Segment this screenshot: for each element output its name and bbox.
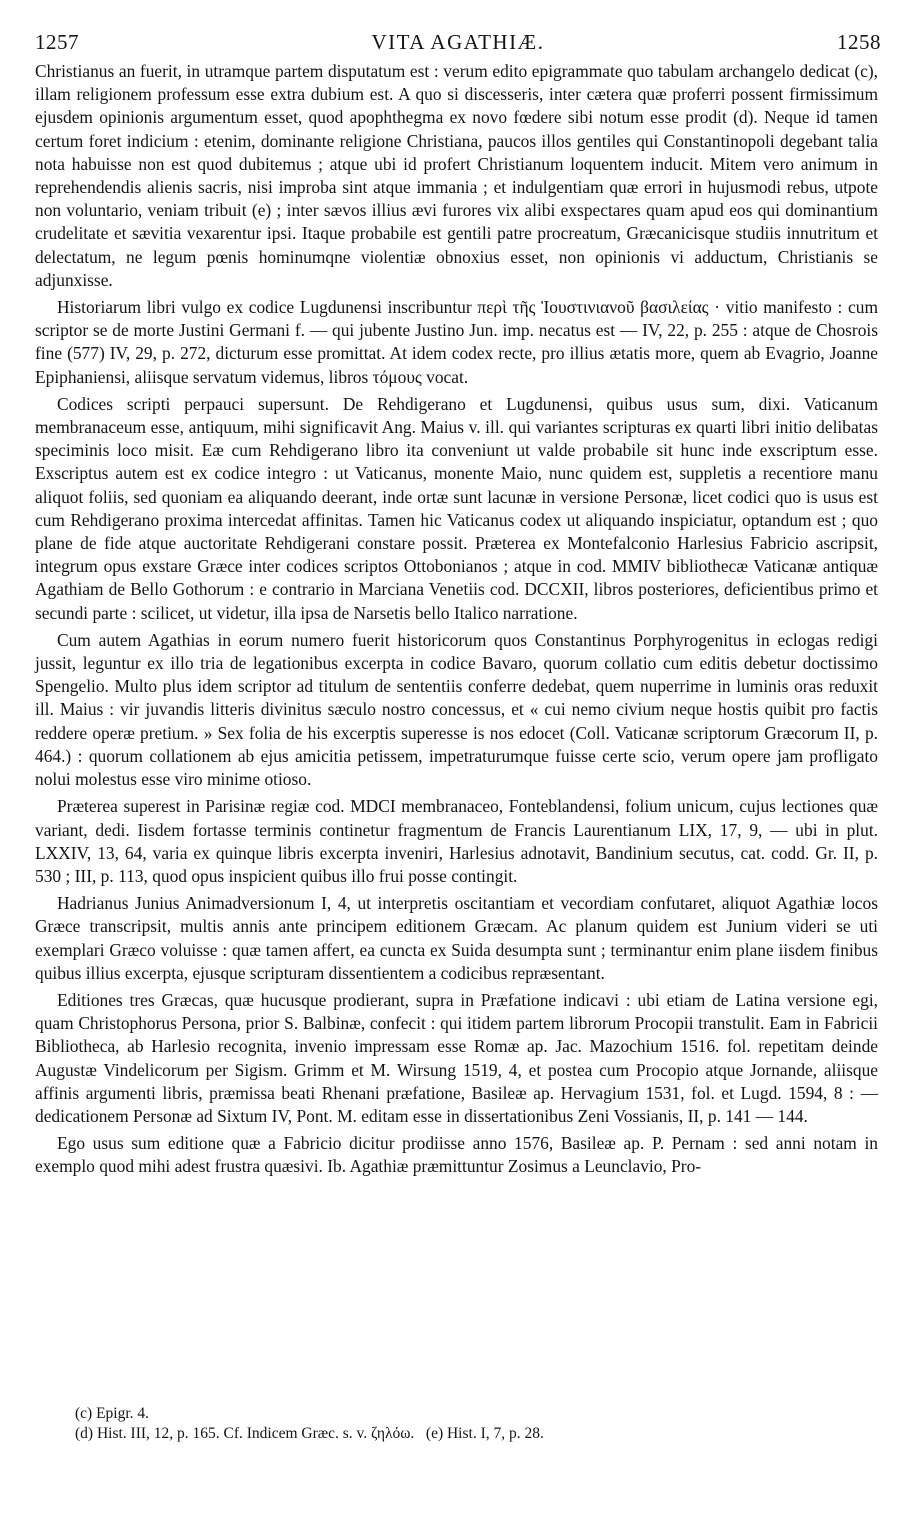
paragraph-parisinus: Præterea superest in Parisinæ regiæ cod. MDCI membranaceo, Fonteblandensi, folium unicum, cujus lectiones quæ variant, dedi. Iisdem fortasse terminis continetur fragmentum de Francis Laurentianum LIX, 17, 9, — ubi in plut. LXXIV, 13, 64, varia ex quinque libris excerpta inveniri, Harlesius adnotavit, Bandinium secutus, cat. codd. Gr. II, p. 530 ; III, p. 113, quod opus inspicient quibus illo frui posse contingit. [35, 796, 878, 886]
running-header [35, 30, 881, 58]
paragraph-codices: Codices scripti perpauci supersunt. De Rehdigerano et Lugdunensi, quibus usus sum, dixi. Vaticanum membranaceum esse, antiquum, mihi significavit Ang. Maius v. ill. qui variantes scripturas ex quarti libri initio delibatas speciminis loco misit. Eæ cum Rehdigerano libro ita conveniunt ut valde probabile sit hunc inde exscriptum esse. Exscriptus autem est ex codice integro : ut Vaticanus, monente Maio, nunc quidem est, suppletis a recentiore manu aliquot foliis, sed quoniam ea aliquando deerant, inde ortæ sunt lacunæ in versione Personæ, licet codici quo is usus est cum Rehdigerano proxima intercedat affinitas. Tamen hic Vaticanus codex ut aliquando inspiciatur, optandum est ; quo plane de fide atque auctoritate Rehdigerani constare possit. Præterea ex Montefalconio Harlesius Fabricio ascripsit, integrum opus exstare Græce inter codices scriptos Ottobonianos ; atque in cod. MMIV bibliothecæ Vaticanæ antiquæ Agathiam de Bello Gothorum : e contrario in Marciana Venetiis cod. DCCXII, libros posteriores, deficientibus primo et secundi parte : scilicet, ut videtur, illa ipsa de Narsetis bello Italico narratione. [35, 393, 878, 623]
paragraph-eclogae: Cum autem Agathias in eorum numero fuerit historicorum quos Constantinus Porphyrogenitus in eclogas redigi jussit, leguntur ex illo tria de legationibus excerpta in codice Bavaro, quorum collatio cum editis debetur doctissimo Spengelio. Multo plus idem scriptor ad titulum de sententiis conferre dedebat, quem nuperrime in luminis oras reduxit ill. Maius : vir juvandis litteris divinitus sæculo nostro concessus, et « cui nemo civium neque hostis quibit pro factis reddere operæ pretium. » Sex folia de his excerptis superesse is nos edocet (Coll. Vaticanæ scriptorum Græcorum II, p. 464.) : quorum collationem ab ejus amicitia petissem, impetraturumque fuisse certe scio, verum opere jam profligato nolui molestus esse viro minime otioso. [35, 629, 878, 790]
paragraph-editiones: Editiones tres Græcas, quæ hucusque prodierant, supra in Præfatione indicavi : ubi etiam de Latina versione egi, quam Christophorus Persona, prior S. Balbinæ, confecit : qui itidem partem librorum Procopii transtulit. Eam in Fabricii Bibliotheca, ab Harlesio recognita, invenio impressam esse Romæ ap. Jac. Mazochium 1516. fol. repetitam deinde Augustæ Vindelicorum per Sigism. Grimm et M. Wirsung 1519, 4, et postea cum Procopio atque Jornande, aliisque affinis argumenti libris, præmissa beati Rhenani præfatione, Basileæ ap. Hervagium 1531, fol. et Lugd. 1594, 8 : — dedicationem Personæ ad Sixtum IV, Pont. M. editam esse in dissertationibus Zeni Vossianis, II, p. 141 — 144. [35, 989, 878, 1126]
main-text [35, 60, 878, 1179]
running-title: VITA AGATHIÆ. [371, 30, 545, 54]
paragraph-junius: Hadrianus Junius Animadversionum I, 4, ut interpretis oscitantiam et vecordiam confutaret, aliquot Agathiæ locos Græce transcripsit, multis annis ante principem editionem Græcam. Ac planum quidem est Junium videri se uti exemplari Græco voluisse : quæ tamen affert, ea cuncta ex Suida desumpta sunt ; terminantur enim plane iisdem finibus quibus illius excerpta, ejusque scripturam dissentientem a codicibus repræsentant. [35, 893, 878, 983]
footnotes [75, 1404, 865, 1444]
page-number-left: 1257 [35, 30, 79, 54]
page-number-right: 1258 [837, 30, 881, 54]
paragraph-religion: Christianus an fuerit, in utramque partem disputatum est : verum edito epigrammate quo tabulam archangelo dedicat (c), illam religionem professum esse extra dubium est. A quo si discesseris, inter cætera quæ proferri possent firmissimum ejusdem opinionis argumentum esset, quod apophthegma ex novo fœdere sibi notum esse prodit (d). Neque id tamen certum foret indicium : etenim, dominante religione Christiana, paucos illos gentiles qui Constantinopoli degebant talia nota habuisse non est quod dubitemus ; atque ubi id profert Christianum loquentem inducit. Mitem vero animum in reprehendendis alienis sacris, nisi improba sint atque immania ; et indulgentiam quæ errori in hujusmodi rebus, utpote non voluntario, veniam tribuit (e) ; inter sævos illius ævi furores vix alibi exspectares quam apud eos qui dominantium crudelitate et sævitia vexarentur ipsi. Itaque probabile est gentili patre procreatum, Græcanicisque studiis innutritum et delectatum, ne legum pœnis hominumqne violentiæ obnoxius esset, non opinionis vi adductum, Christianis se adjunxisse. [35, 61, 878, 290]
paragraph-ego-usus: Ego usus sum editione quæ a Fabricio dicitur prodiisse anno 1576, Basileæ ap. P. Pernam : sed anni notam in exemplo quod mihi adest frustra quæsivi. Ib. Agathiæ præmittuntur Zosimus a Leunclavio, Pro- [35, 1133, 878, 1177]
footnote-c: (c) Epigr. 4. [75, 1405, 150, 1422]
paragraph-historiarum-libri: Historiarum libri vulgo ex codice Lugdunensi inscribuntur περὶ τῆς Ἰουστινιανοῦ βασιλείας · vitio manifesto : cum scriptor se de morte Justini Germani f. — qui jubente Justino Jun. imp. necatus est — IV, 22, p. 255 : atque de Chosrois fine (577) IV, 29, p. 272, dicturum esse promittat. At idem codex recte, pro illius ætatis more, quem ab Evagrio, Joanne Epiphaniensi, aliisque servatum videmus, libros τόμους vocat. [35, 297, 878, 387]
footnote-d-e: (d) Hist. III, 12, p. 165. Cf. Indicem Græc. s. v. ζηλόω. (e) Hist. I, 7, p. 28. [75, 1425, 544, 1442]
